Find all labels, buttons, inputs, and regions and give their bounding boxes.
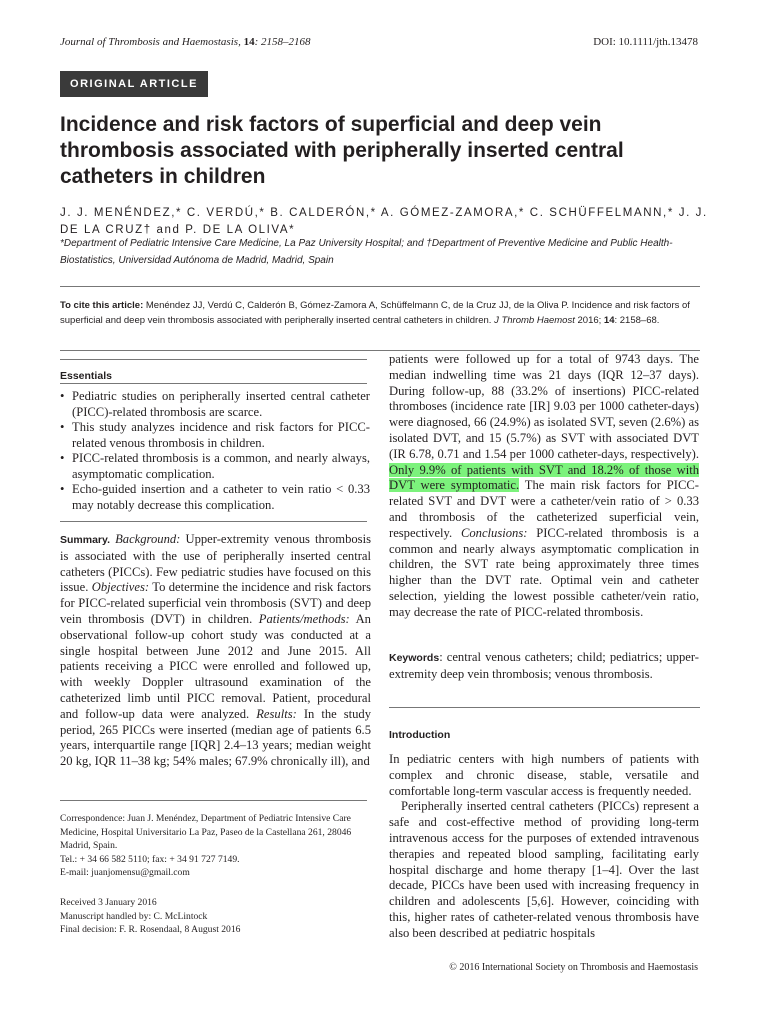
citation-volume: 14 xyxy=(603,315,615,326)
methods-text: An observational follow-up cohort study was conducted at a single hospital between June 2012 and June 2015. All patients receiving a PICC were enrolled and followed up, with weekly Doppler ultrasound examination of the catheterized limb until PICC removal. Patient, procedural and follow-up data were analyzed. xyxy=(60,611,371,721)
keywords xyxy=(389,650,699,683)
background-text: Upper-extremity venous thrombosis is associated with the use of peripherally inserted central catheters (PICCs). Few pediatric studies have focused on this issue. xyxy=(60,532,371,595)
affiliations: *Department of Pediatric Intensive Care Medicine, La Paz University Hospital; and †Department of Preventive Medicine and Public Health-Biostatistics, Universidad Autónoma de Madrid, Madrid, Spain xyxy=(60,238,673,266)
citation-label: To cite this article: xyxy=(60,300,144,311)
correspondence-phone: Tel.: + 34 66 582 5110; fax: + 34 91 727 7149. xyxy=(60,853,240,865)
correspondence xyxy=(60,812,370,880)
introduction-paragraph: In pediatric centers with high numbers of patients with complex and chronic disease, stable, versatile and comfortable long-term vascular access is frequently needed. xyxy=(389,752,699,798)
divider xyxy=(60,286,700,287)
essentials-list xyxy=(60,389,370,513)
journal-header: Journal of Thrombosis and Haemostasis, 14: 2158–2168 xyxy=(60,36,311,48)
footnote-rule xyxy=(60,800,367,801)
introduction-heading: Introduction xyxy=(389,729,451,741)
journal-pages: : 2158–2168 xyxy=(254,36,311,48)
doi[interactable]: DOI: 10.1111/jth.13478 xyxy=(593,36,698,48)
article-dates xyxy=(60,896,370,937)
introduction-paragraph: Peripherally inserted central catheters (PICCs) represent a safe and cost-effective method of providing long-term intravenous access for the purposes of extended intravenous therapies and repeated blood sampling, facilitating early hospital discharge and home therapy [1–4]. Over the last decade, PICCs have been used with increasing frequency in children and adolescents [5,6]. However, coinciding with this, higher rates of catheter-related venous thrombosis have also been described at pediatric hospitals xyxy=(389,799,699,940)
citation xyxy=(60,298,700,328)
authors: J. J. MENÉNDEZ,* C. VERDÚ,* B. CALDERÓN,* A. GÓMEZ-ZAMORA,* C. SCHÜFFELMANN,* J. J. DE LA CRUZ† and P. DE LA OLIVA* xyxy=(60,207,708,236)
risk-factors-text: The main risk factors for PICC-related SVT and DVT were a catheter/vein ratio of > 0.33 and thrombosis of the catheterized superficial vein, respectively. xyxy=(389,478,699,540)
results-text: In the study period, 265 PICCs were inserted (median age of patients 6.5 years, interquartile range [IQR] 2.4–13 years; median weight 20 kg, IQR 11–38 kg; 54% males; 67.9% chronically ill), and xyxy=(60,706,372,769)
conclusions-label: Conclusions: xyxy=(460,525,528,540)
results-continued: patients were followed up for a total of 9743 days. The median indwelling time was 21 days (IQR 12–37 days). During follow-up, 88 (33.2% of insertions) PICC-related thromboses (incidence rate [IR] 9.03 per 1000 catheter-days) were diagnosed, 66 (24.9%) as isolated SVT, seven (2.6%) as isolated DVT, and 15 (5.7%) as SVT with associated DVT (IR 6.78, 0.71 and 1.54 per 1000 catheter-days, respectively). xyxy=(389,352,699,461)
citation-year: 2016; xyxy=(577,315,602,326)
correspondence-email[interactable]: E-mail: juanjomensu@gmail.com xyxy=(60,867,190,878)
received-date: Received 3 January 2016 xyxy=(60,897,157,908)
essentials-top-rule xyxy=(60,359,367,360)
essentials-rule xyxy=(60,383,367,384)
final-decision: Final decision: F. R. Rosendaal, 8 August 2016 xyxy=(60,924,241,935)
objectives-label: Objectives: xyxy=(91,580,150,595)
citation-text: Menéndez JJ, Verdú C, Calderón B, Gómez-Zamora A, Schüffelmann C, de la Cruz JJ, de la Oliva P. Incidence and risk factors of superficial and deep vein thrombosis associated with peripherally inserted central catheters in children. xyxy=(60,300,690,326)
essentials-bottom-rule xyxy=(60,521,367,522)
essentials-item: • Echo-guided insertion and a catheter to vein ratio < 0.33 may notably decrease this complication. xyxy=(60,482,370,513)
citation-pages: : 2158–68. xyxy=(614,315,660,326)
handling-editor: Manuscript handled by: C. McLintock xyxy=(60,910,208,922)
journal-volume: 14 xyxy=(243,36,255,48)
background-label: Background: xyxy=(115,532,181,546)
highlighted-text: Only 9.9% of patients with SVT and 18.2% of those with DVT were symptomatic. xyxy=(389,462,699,493)
divider xyxy=(389,707,700,708)
keywords-text: : central venous catheters; child; pediatrics; upper-extremity deep vein thrombosis; venous thrombosis. xyxy=(389,650,699,681)
introduction-body xyxy=(389,752,699,942)
journal-name: Journal of Thrombosis and Haemostasis xyxy=(60,36,239,48)
essentials-item: • This study analyzes incidence and risk factors for PICC-related venous thrombosis in children. xyxy=(60,420,370,451)
article-title: Incidence and risk factors of superficial and deep vein thrombosis associated with peripherally inserted central catheters in children xyxy=(60,113,624,188)
citation-journal: J Thromb Haemost xyxy=(494,315,575,326)
conclusions-text: PICC-related thrombosis is a common and nearly always asymptomatic complication in children, the SVT rate being approximately three times higher than the DVT rate. Optimal vein and catheter selection, yielding the lowest possible catheter/vein ratio, may decrease the rate of PICC-related thrombosis. xyxy=(389,525,699,619)
keywords-label: Keywords xyxy=(389,652,440,664)
essentials-item: • Pediatric studies on peripherally inserted central catheter (PICC)-related thrombosis are scarce. xyxy=(60,389,370,420)
summary-paragraph xyxy=(60,532,371,770)
results-label: Results: xyxy=(256,706,297,721)
summary-continued xyxy=(389,352,699,621)
essentials-heading: Essentials xyxy=(60,370,112,382)
methods-label: Patients/methods: xyxy=(258,611,350,626)
divider xyxy=(60,350,700,351)
essentials-item: • PICC-related thrombosis is a common, and nearly always, asymptomatic complication. xyxy=(60,451,370,482)
summary-lead: Summary. xyxy=(60,534,110,546)
article-type-label: ORIGINAL ARTICLE xyxy=(60,71,208,97)
copyright-footer: © 2016 International Society on Thrombosis and Haemostasis xyxy=(449,962,698,973)
objectives-text: To determine the incidence and risk factors for PICC-related superficial vein thrombosis (SVT) and deep vein thrombosis (DVT) in children. xyxy=(60,580,372,626)
correspondence-address: Correspondence: Juan J. Menéndez, Department of Pediatric Intensive Care Medicine, Hospital Universitario La Paz, Paseo de la Castellana 261, 28046 Madrid, Spain. xyxy=(60,813,352,851)
